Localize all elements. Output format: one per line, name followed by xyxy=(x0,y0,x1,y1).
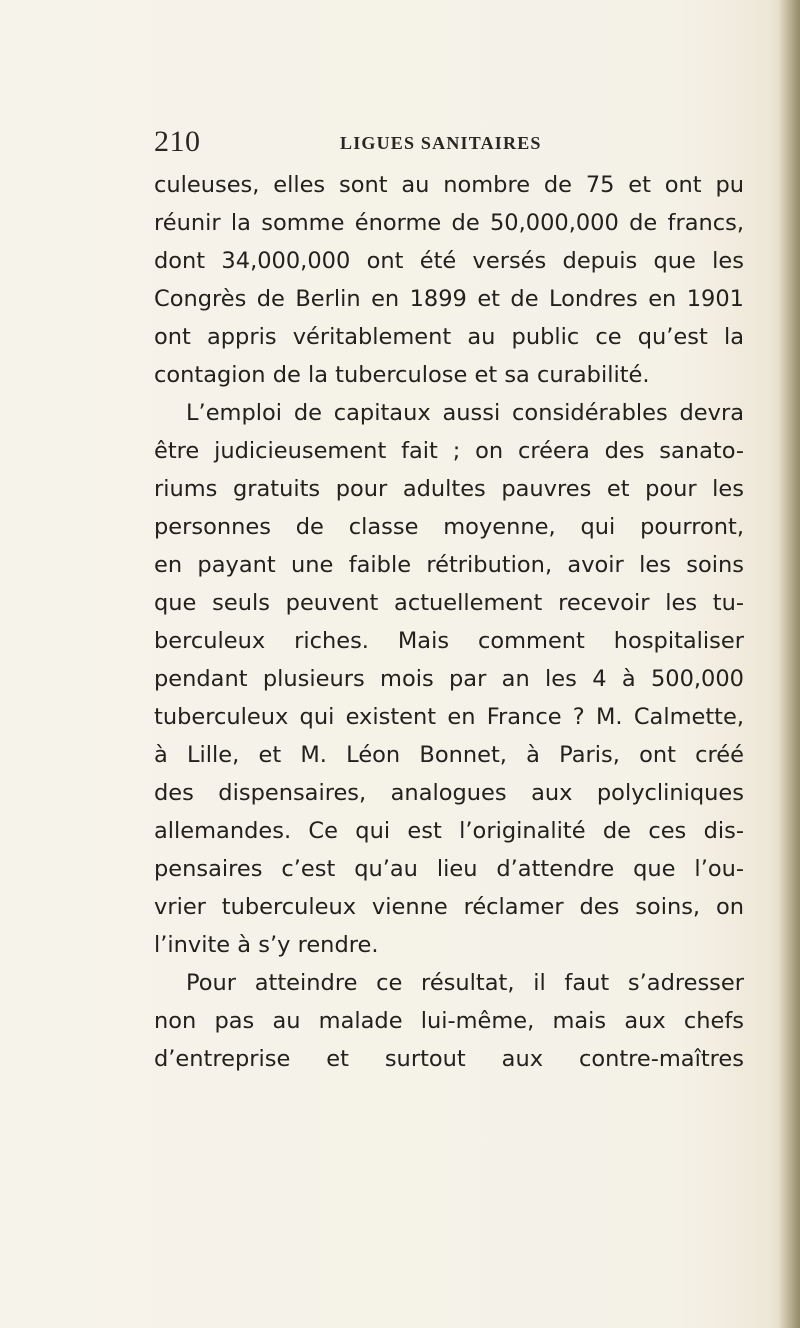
text-line: l’invite à s’y rendre. xyxy=(154,932,379,958)
body-text xyxy=(154,166,744,1078)
text-line: allemandes. Ce qui est l’originalité de ces dis- xyxy=(154,818,744,844)
text-line: vrier tuberculeux vienne réclamer des soins, on xyxy=(154,894,744,920)
text-line: Pour atteindre ce résultat, il faut s’adresser xyxy=(186,970,744,996)
running-title: LIGUES SANITAIRES xyxy=(340,133,542,153)
text-line: culeuses, elles sont au nombre de 75 et ont pu xyxy=(154,172,744,198)
text-line: personnes de classe moyenne, qui pourront, xyxy=(154,514,744,540)
text-line: L’emploi de capitaux aussi considérables devra xyxy=(186,400,744,426)
text-line: ont appris véritablement au public ce qu’est la xyxy=(154,324,744,350)
page-number: 210 xyxy=(154,125,201,158)
text-line: riums gratuits pour adultes pauvres et pour les xyxy=(154,476,744,502)
text-line: que seuls peuvent actuellement recevoir les tu- xyxy=(154,590,744,616)
running-head xyxy=(154,126,764,158)
text-line: d’entreprise et surtout aux contre-maîtres xyxy=(154,1046,744,1072)
text-line: être judicieusement fait ; on créera des sanato- xyxy=(154,438,744,464)
text-line: réunir la somme énorme de 50,000,000 de francs, xyxy=(154,210,744,236)
text-line: pensaires c’est qu’au lieu d’attendre que l’ou- xyxy=(154,856,744,882)
text-line: tuberculeux qui existent en France ? M. Calmette, xyxy=(154,704,744,730)
text-line: non pas au malade lui-même, mais aux chefs xyxy=(154,1008,744,1034)
text-line: Congrès de Berlin en 1899 et de Londres en 1901 xyxy=(154,286,744,312)
page-edge-shadow xyxy=(778,0,800,1328)
text-line: dont 34,000,000 ont été versés depuis que les xyxy=(154,248,744,274)
text-line: en payant une faible rétribution, avoir les soins xyxy=(154,552,744,578)
text-line: pendant plusieurs mois par an les 4 à 500,000 xyxy=(154,666,744,692)
text-line: berculeux riches. Mais comment hospitaliser xyxy=(154,628,744,654)
text-line: à Lille, et M. Léon Bonnet, à Paris, ont créé xyxy=(154,742,744,768)
text-line: des dispensaires, analogues aux polycliniques xyxy=(154,780,744,806)
text-line: contagion de la tuberculose et sa curabilité. xyxy=(154,362,650,388)
